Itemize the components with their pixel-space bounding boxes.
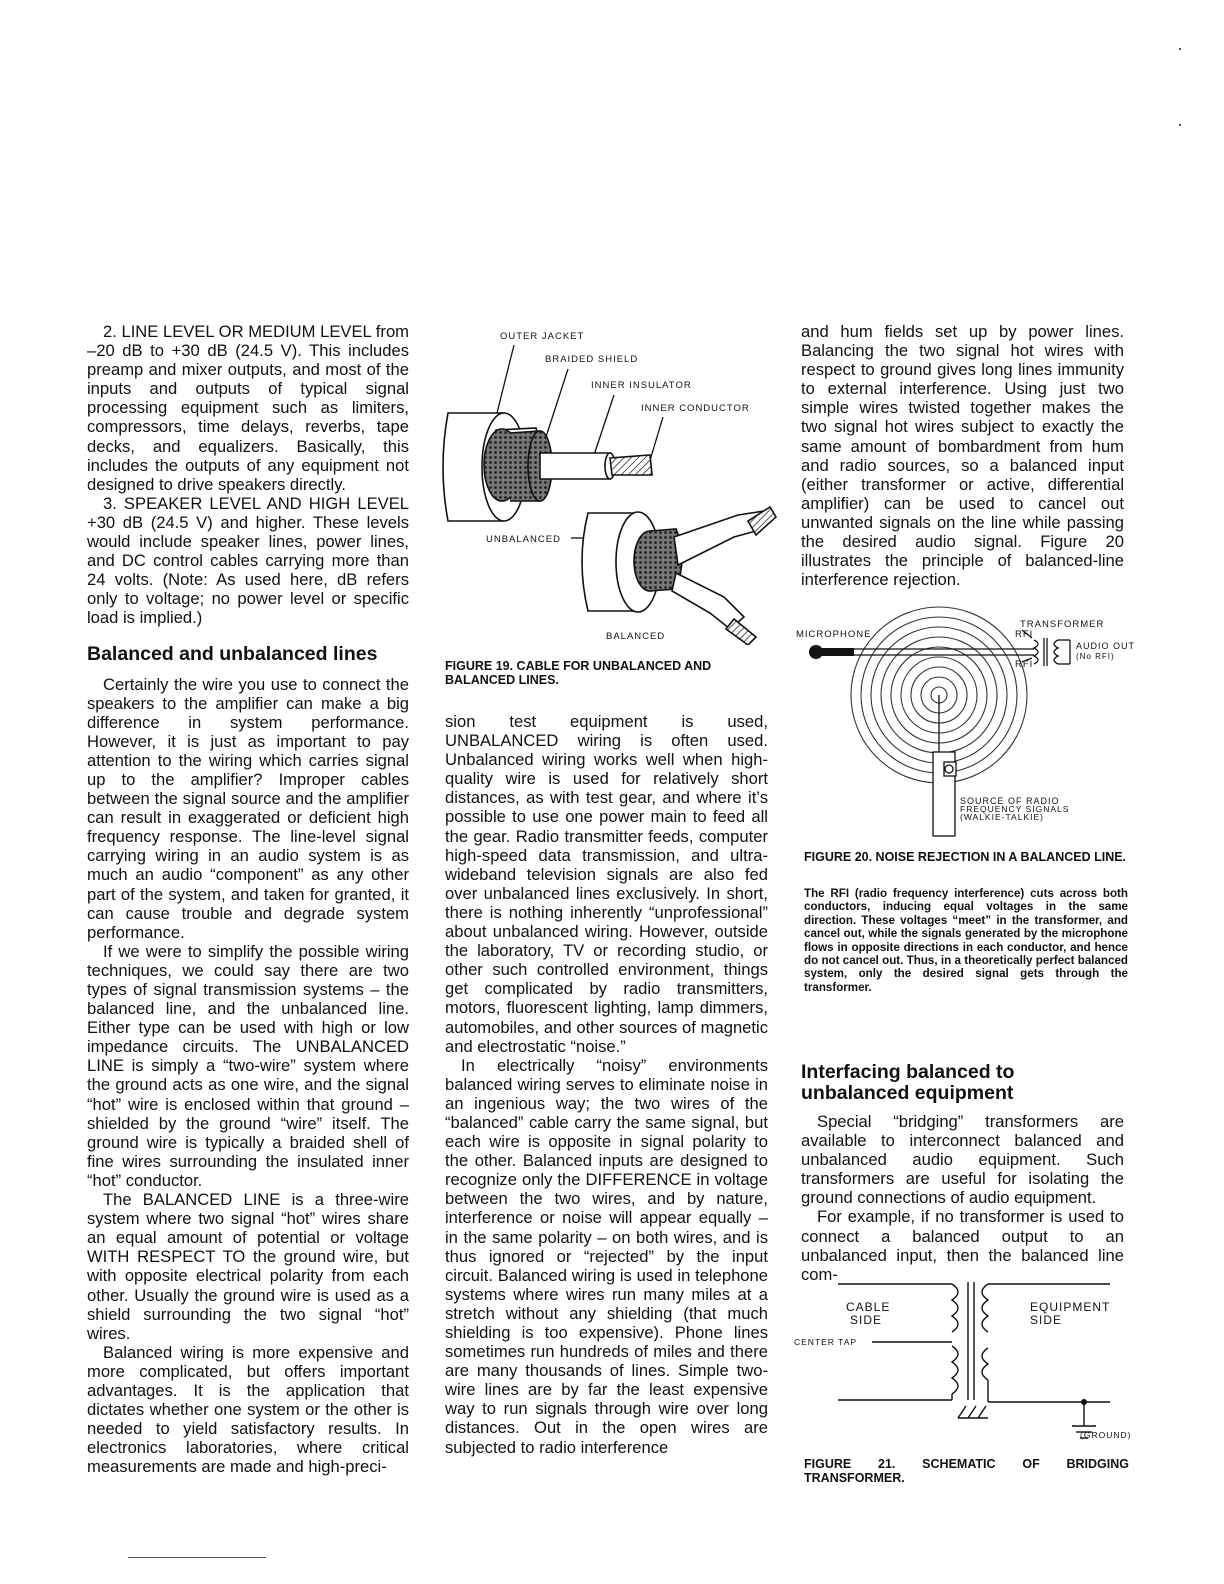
- unbalanced-cable: [443, 413, 652, 521]
- label-outer-jacket: OUTER JACKET: [500, 331, 585, 342]
- paragraph: and hum fields set up by power lines. Balancing the two signal hot wires with respect to ground gives long lines immunity to external interference. Using just two simple wires twisted together makes the two signal hot wires subject to exactly the same amount of bombardment from hum and radio sources, so a balanced input (either transformer or active, differential amplifier) can be used to cancel out unwanted signals on the line while passing the desired audio signal. Figure 20 illustrates the principle of balanced-line interference rejection.: [801, 322, 1124, 590]
- speck: [1179, 48, 1181, 50]
- label-inner-conductor: INNER CONDUCTOR: [641, 403, 750, 414]
- label-inner-insulator: INNER INSULATOR: [591, 380, 692, 391]
- label-balanced: BALANCED: [606, 631, 666, 642]
- speck: [1179, 124, 1181, 126]
- label-source-2: FREQUENCY SIGNALS: [960, 804, 1070, 814]
- label-equipment-side: SIDE: [1030, 1313, 1063, 1327]
- figure-20-noise-rejection-diagram: [796, 600, 1142, 840]
- column-1: [87, 322, 409, 1476]
- label-equipment: EQUIPMENT: [1030, 1300, 1111, 1314]
- label-center-tap: CENTER TAP: [794, 1337, 858, 1347]
- label-microphone: MICROPHONE: [796, 629, 872, 640]
- paragraph: In electrically “noisy” environments balanced wiring serves to eliminate noise in an ingenious way; the two wires of the “balanced” cable carry the same signal, but each wire is opposite in signal polarity to the other. Balanced inputs are designed to recognize only the DIFFERENCE in voltage between the two wires, and by nature, interference or noise will appear equally – in the same polarity – on both wires, and is thus ignored or “rejected” by the input circuit. Balanced wiring is used in telephone systems where wires run many miles at a stretch without any shielding (that much shielding is too expensive). Phone lines sometimes run hundreds of miles and there are many thousands of lines. Simple two-wire lines are by far the least expensive way to run signals through wire over long distances. Out in the open wires are subjected to radio interference: [445, 1055, 768, 1457]
- label-rfi-bottom: RFI: [1015, 659, 1034, 670]
- paragraph: Special “bridging” transformers are available to interconnect balanced and unbalanced audio equipment. Such transformers are useful for isolating the ground connections of audio equipment.: [801, 1112, 1124, 1208]
- figure-20-caption: FIGURE 20. NOISE REJECTION IN A BALANCED LINE.: [804, 850, 1127, 864]
- walkie-talkie-icon: [933, 695, 956, 836]
- paragraph: Certainly the wire you use to connect the speakers to the amplifier can make a big difference in system performance. However, it is just as important to pay attention to the wiring which carries signal up to the amplifier? Improper cables between the signal source and the amplifier can result in exaggerated or deficient high frequency response. The line-level signal carrying wiring in an audio system is as much an audio “component” as any other part of the system, and taken for granted, it can cause trouble and degrade system performance.: [87, 674, 409, 942]
- label-cable: CABLE: [846, 1300, 891, 1314]
- label-unbalanced: UNBALANCED: [486, 534, 561, 545]
- figure-20-note: The RFI (radio frequency interference) cuts across both conductors, inducing equal voltages in the same direction. These voltages “meet” in the transformer, and cancel out, while the signals generated by the microphone flows in opposite directions in each conductor, and hence do not cancel out. Thus, in a theoretically perfect balanced system, only the desired signal gets through the transformer.: [804, 887, 1128, 994]
- microphone-icon: [809, 645, 854, 659]
- paragraph: The BALANCED LINE is a three-wire system where two signal “hot” wires share an equal amount of potential or voltage WITH RESPECT TO the ground wire, but with opposite electrical polarity from each other. Usually the ground wire is used as a shield surrounding the two signal “hot” wires.: [87, 1190, 409, 1343]
- paragraph: If we were to simplify the possible wiring techniques, we could say there are two types of signal transmission systems – the balanced line, and the unbalanced line. Either type can be used with high or low impedance circuits. The UNBALANCED LINE is simply a “two-wire” system where the ground acts as one wire, and the signal “hot” wire is enclosed within that ground – shielded by the ground “wire” itself. The ground wire is typically a braided shell of fine wires surrounding the insulated inner “hot” conductor.: [87, 941, 409, 1190]
- paragraph-line-level: 2. LINE LEVEL OR MEDIUM LEVEL from –20 dB to +30 dB (24.5 V). This includes preamp and mixer outputs, and most of the inputs and outputs of typical signal processing equipment such as limiters, compressors, time delays, reverbs, tape decks, and equalizers. Basically, this includes the outputs of any equipment not designed to drive speakers directly.: [87, 322, 409, 494]
- column-3-bottom: [801, 1062, 1124, 1284]
- label-no-rfi: (No RFI): [1076, 652, 1115, 661]
- label-cable-side: SIDE: [850, 1313, 883, 1327]
- paragraph: Balanced wiring is more expensive and more complicated, but offers important advantages. It is the application that dictates whether one system or the other is needed to yield satisfactory results. In electronics laboratories, where critical measurements are made and high-preci-: [87, 1342, 409, 1477]
- paragraph-speaker-level: 3. SPEAKER LEVEL AND HIGH LEVEL +30 dB (24.5 V) and higher. These levels would include speaker lines, power lines, and DC control cables carrying more than 24 volts. (Note: As used here, dB refers only to voltage; no power level or specific load is implied.): [87, 493, 409, 628]
- column-2: [445, 712, 768, 1457]
- heading-balanced-unbalanced: Balanced and unbalanced lines: [87, 642, 378, 665]
- label-ground: (GROUND): [1080, 1430, 1132, 1440]
- paragraph: sion test equipment is used, UNBALANCED wiring is often used. Unbalanced wiring works well when high-quality wire is used for relatively short distances, as with test gear, and where it’s possible to use one power main to feed all the gear. Radio transmitter feeds, computer high-speed data transmission, and ultra-wideband television signals are also fed over unbalanced lines exclusively. In short, there is nothing inherently “unprofessional” about unbalanced wiring. However, outside the laboratory, TV or recording studio, or other such controlled environment, things get complicated by radio transmitters, motors, fluorescent lighting, lamp dimmers, automobiles, and other sources of magnetic and electrostatic “noise.”: [445, 712, 768, 1056]
- label-braided-shield: BRAIDED SHIELD: [545, 354, 639, 365]
- figure-19-cable-diagram: [438, 325, 778, 645]
- heading-interfacing: Interfacing balanced to unbalanced equipment: [801, 1061, 1015, 1104]
- footnote-rule: [128, 1557, 266, 1558]
- figure-21-caption: FIGURE 21. SCHEMATIC OF BRIDGING TRANSFORMER.: [804, 1457, 1129, 1485]
- paragraph: For example, if no transformer is used to connect a balanced output to an unbalanced input, then the balanced line com-: [801, 1207, 1124, 1284]
- label-audio-out: AUDIO OUT: [1076, 641, 1136, 651]
- column-3-top: [801, 322, 1124, 589]
- label-source-3: (WALKIE-TALKIE): [960, 812, 1044, 822]
- label-transformer: TRANSFORMER: [1020, 619, 1105, 630]
- figure-19-caption: FIGURE 19. CABLE FOR UNBALANCED AND BALANCED LINES.: [445, 659, 712, 687]
- label-rfi-top: RFI: [1015, 629, 1034, 640]
- balanced-cable: [582, 507, 776, 645]
- figure-21-bridging-transformer-schematic: [792, 1278, 1142, 1450]
- label-source-1: SOURCE OF RADIO: [960, 796, 1060, 806]
